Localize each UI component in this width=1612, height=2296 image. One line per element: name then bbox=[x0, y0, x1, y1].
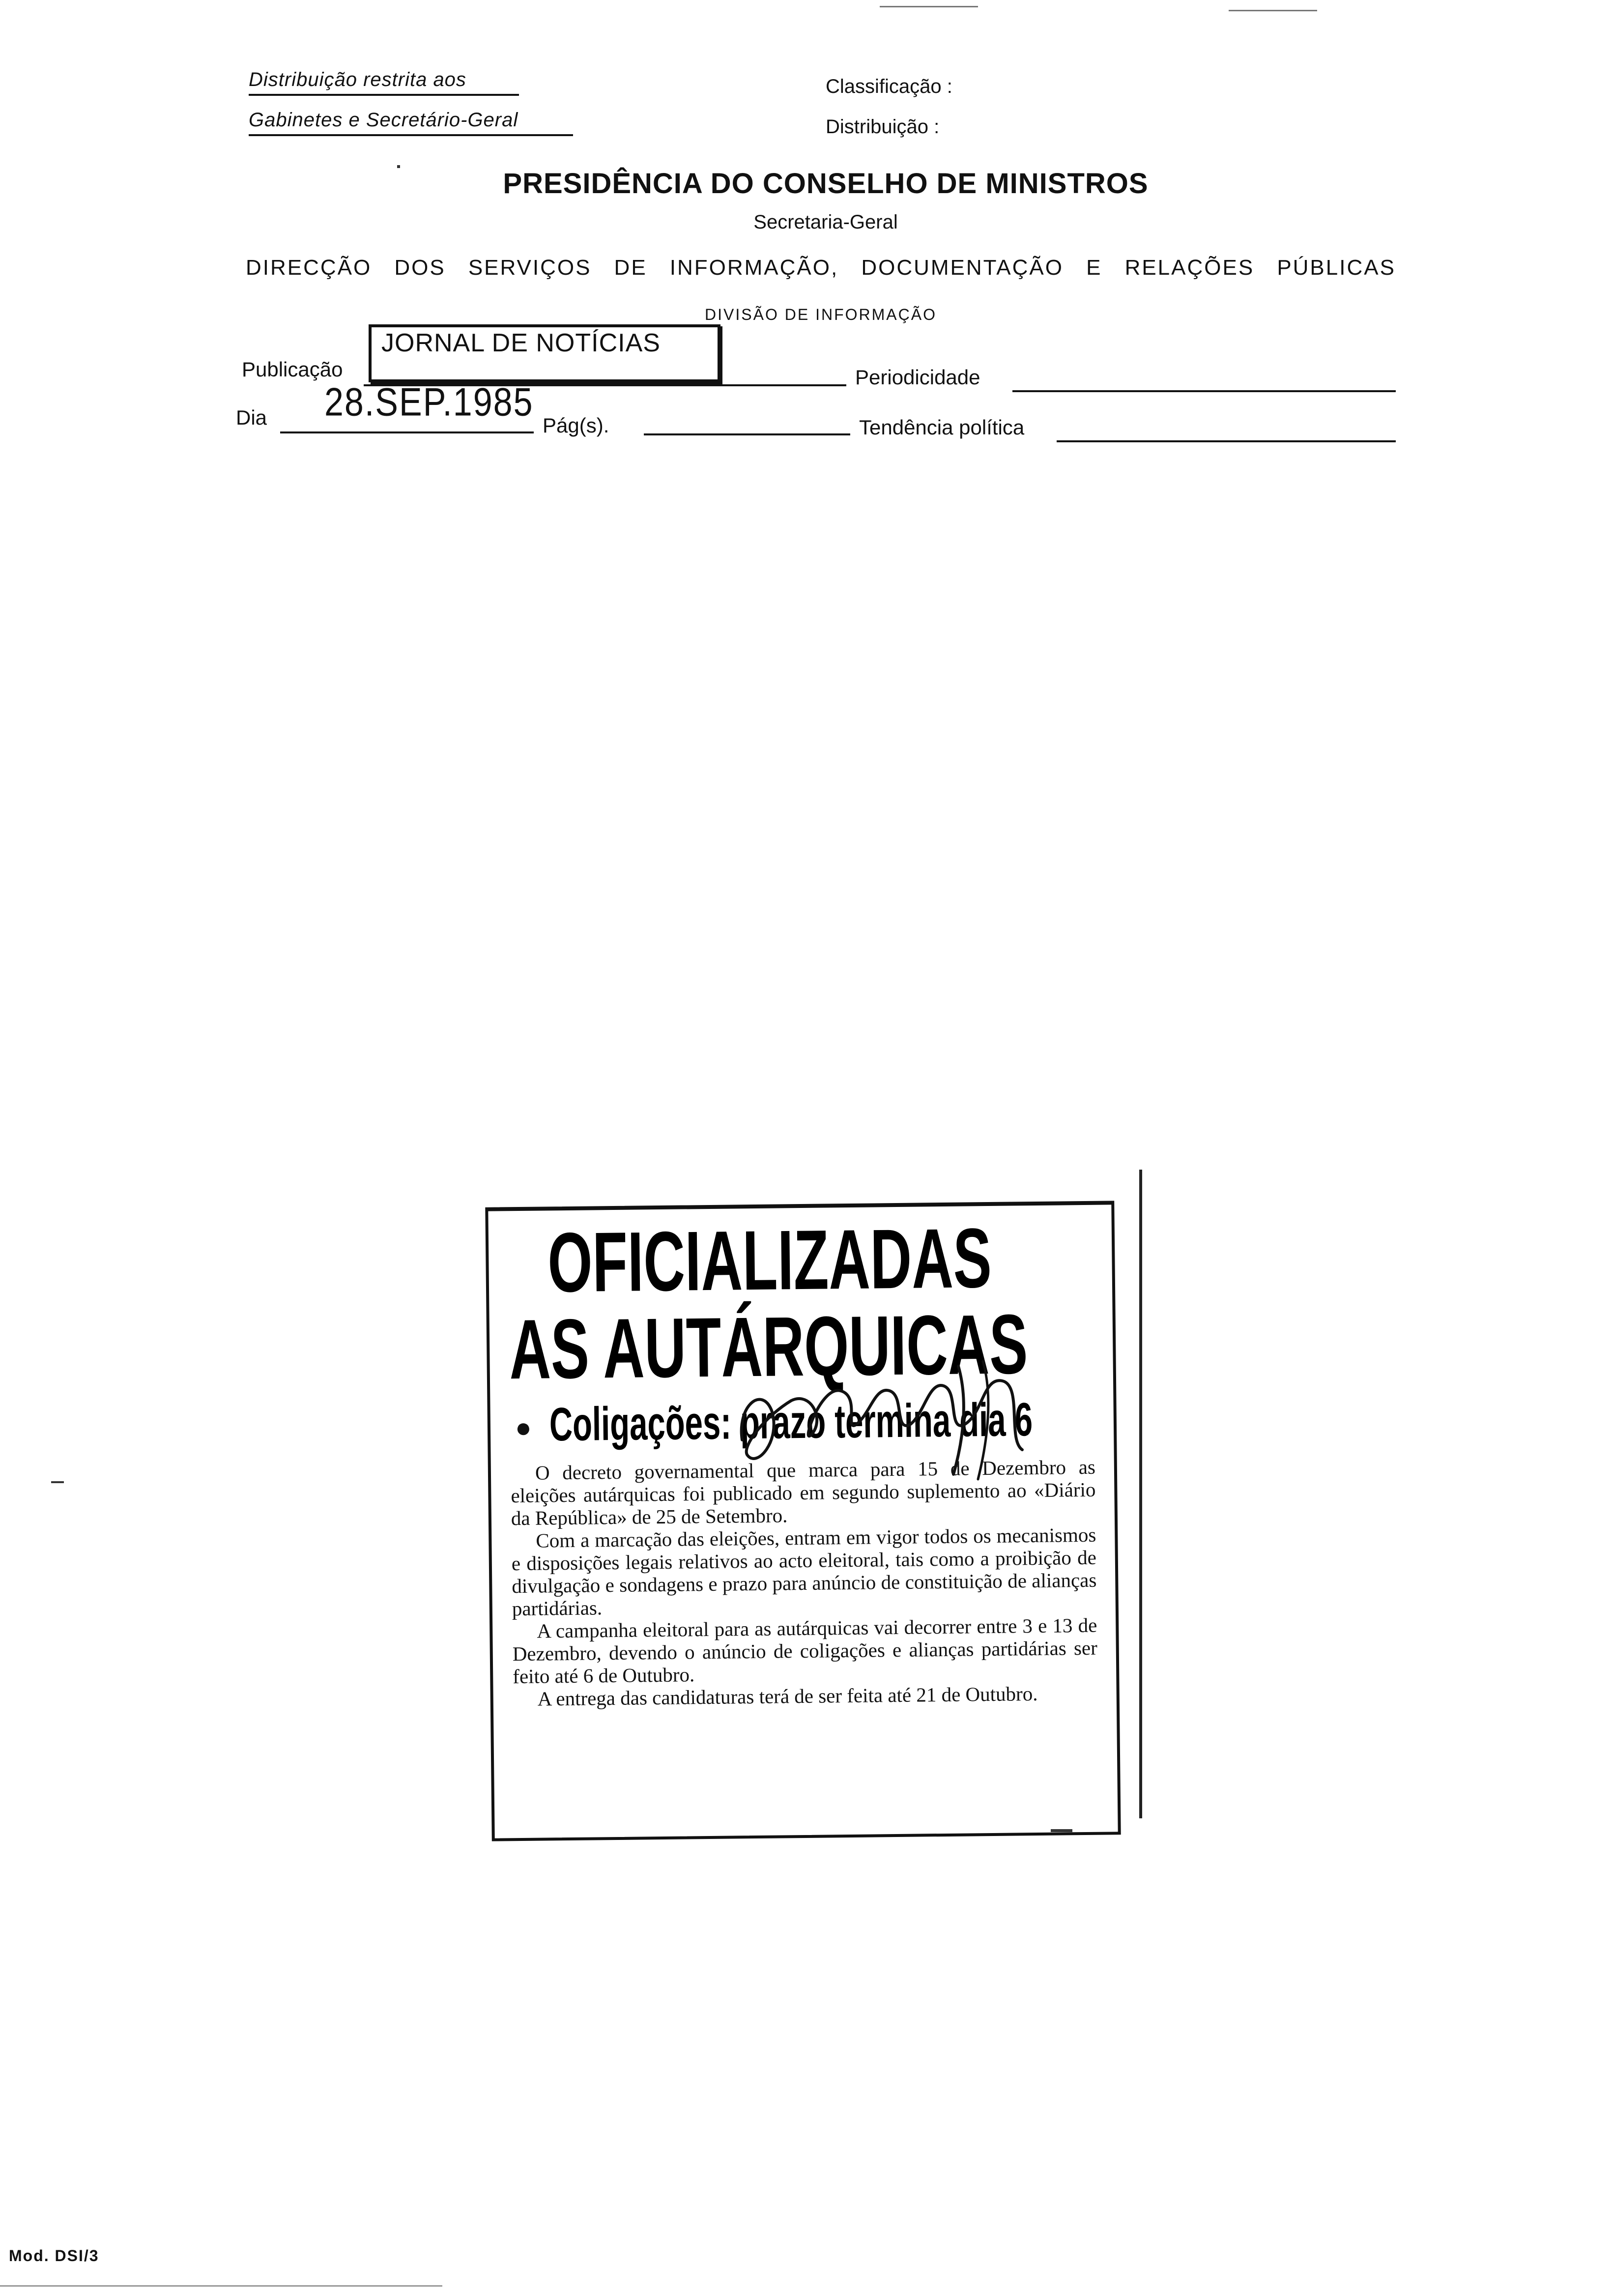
clipping-headline-line2: AS AUTÁRQUICAS bbox=[509, 1297, 1029, 1397]
page-subtitle: Secretaria-Geral bbox=[753, 211, 898, 233]
speck bbox=[1051, 1829, 1072, 1832]
form-model-code: Mod. DSI/3 bbox=[9, 2247, 99, 2265]
direccao-word: RELAÇÕES bbox=[1124, 256, 1255, 280]
direccao-word: DIRECÇÃO bbox=[246, 256, 372, 280]
pags-underline bbox=[644, 433, 850, 435]
clipping-paragraph: O decreto governamental que marca para 15 de Dezembro as eleições autárquicas foi publicado em segundo suplemento ao «Diário da República» de 25 de Setembro. bbox=[511, 1455, 1096, 1530]
clipping-cut-edge bbox=[1139, 1170, 1142, 1818]
distribution-note-line2: Gabinetes e Secretário-Geral bbox=[249, 109, 573, 136]
clipping-body bbox=[511, 1456, 1098, 1710]
clipping-paragraph: A entrega das candidaturas terá de ser feita até 21 de Outubro. bbox=[537, 1682, 1038, 1710]
scan-mark bbox=[1229, 10, 1317, 11]
direccao-line bbox=[246, 256, 1396, 280]
direccao-word: SERVIÇOS bbox=[468, 256, 592, 280]
division-label: DIVISÃO DE INFORMAÇÃO bbox=[705, 306, 937, 323]
direccao-word: E bbox=[1086, 256, 1102, 280]
clipping-paragraph: A campanha eleitoral para as autárquicas vai decorrer entre 3 e 13 de Dezembro, devendo o anúncio de coligações e alianças partidárias ser feito até 6 de Outubro. bbox=[512, 1613, 1097, 1688]
tendencia-underline bbox=[1057, 440, 1396, 442]
page-title: PRESIDÊNCIA DO CONSELHO DE MINISTROS bbox=[503, 168, 1149, 200]
tendencia-label: Tendência política bbox=[859, 416, 1025, 439]
speck bbox=[51, 1481, 64, 1483]
publicacao-label: Publicação bbox=[242, 358, 343, 381]
dia-underline bbox=[280, 431, 534, 433]
dia-label: Dia bbox=[236, 406, 267, 429]
clipping-headline-line1: OFICIALIZADAS bbox=[547, 1210, 992, 1310]
periodicidade-label: Periodicidade bbox=[855, 366, 980, 389]
publicacao-stamp: JORNAL DE NOTÍCIAS bbox=[369, 324, 720, 382]
direccao-word: DOCUMENTAÇÃO bbox=[861, 256, 1064, 280]
bullet-icon: ● bbox=[515, 1411, 532, 1443]
direccao-word: DE bbox=[614, 256, 647, 280]
direccao-word: DOS bbox=[394, 256, 446, 280]
distribution-label: Distribuição : bbox=[826, 116, 940, 138]
classification-label: Classificação : bbox=[826, 76, 952, 97]
periodicidade-underline bbox=[1012, 390, 1396, 392]
clipping-paragraph: Com a marcação das eleições, entram em vigor todos os mecanismos e disposições legais relativos ao acto eleitoral, tais como a proibição de divulgação e sondagens e prazo para anúncio de constituição de alianças partidárias. bbox=[511, 1523, 1097, 1620]
direccao-word: PÚBLICAS bbox=[1277, 256, 1396, 280]
speck bbox=[397, 165, 400, 168]
scan-mark bbox=[880, 6, 978, 7]
direccao-word: INFORMAÇÃO, bbox=[669, 256, 839, 280]
dia-date-stamp: 28.SEP.1985 bbox=[324, 380, 534, 424]
distribution-note-line1: Distribuição restrita aos bbox=[249, 69, 519, 96]
pags-label: Pág(s). bbox=[543, 414, 609, 437]
handwritten-scribble bbox=[727, 1356, 1052, 1484]
newspaper-clipping bbox=[485, 1201, 1121, 1841]
clipping-subheadline: Coligações: prazo termina dia 6 bbox=[549, 1393, 1033, 1451]
scan-mark bbox=[0, 2285, 442, 2287]
